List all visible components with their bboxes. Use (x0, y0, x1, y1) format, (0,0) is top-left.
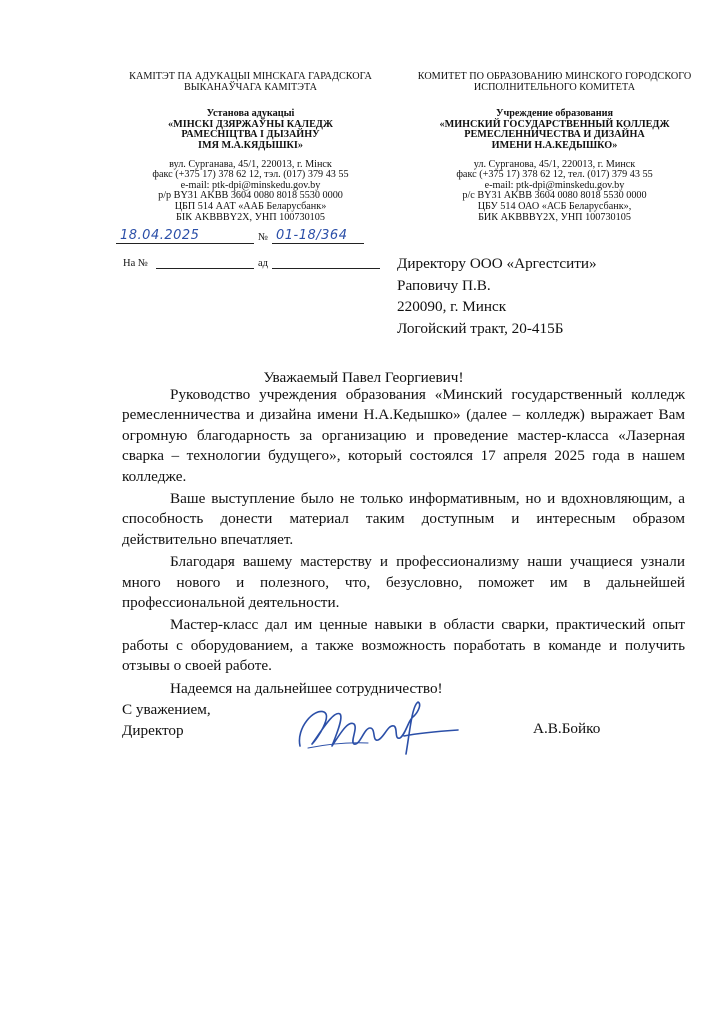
paragraph: Мастер-класс дал им ценные навыки в области сварки, практический опыт работы с оборудованием, а также возможность поработать в команде и получить отзывы о своей работе. (122, 616, 685, 675)
header-left-address: вул. Сурганава, 45/1, 220013, г. Мінск факс (+375 17) 378 62 12, тэл. (017) 379 43 55 e-mail: ptk-dpi@minskedu.gov.by р/р BY31 AKBB 3604 0080 8018 5530 0000 ЦБП 514 ААТ «ААБ Беларусбанк» БІК AKBBBY2X, УНП 100730105 (152, 158, 349, 223)
registration-number: 01-18/364 (276, 228, 348, 243)
paragraph: Ваше выступление было не только информативным, но и вдохновляющим, а способность донести материал таким доступным и интересным образом действительно впечатляет. (122, 490, 685, 548)
header-left-institution: Установа адукацыі «МІНСКІ ДЗЯРЖАЎНЫ КАЛЕДЖ РАМЕСНІЦТВА І ДЫЗАЙНУ ІМЯ М.А.КЯДЫШКІ» (168, 108, 333, 151)
paragraph: Благодаря вашему мастерству и профессионализму наши учащиеся узнали много нового и полезного, что, безусловно, поможет им в дальнейшей профессиональной деятельности. (122, 553, 685, 612)
reply-label: На № (123, 258, 148, 269)
addressee: Директору ООО «Аргестсити» Раповичу П.В. 220090, г. Минск Логойский тракт, 20-415Б (397, 255, 597, 337)
header-right-institution: Учреждение образования «МИНСКИЙ ГОСУДАРСТВЕННЫЙ КОЛЛЕДЖ РЕМЕСЛЕННИЧЕСТВА И ДИЗАЙНА ИМЕНИ Н.А.КЕДЫШКО» (439, 108, 670, 151)
reply-to-label: ад (258, 258, 269, 269)
registration-number-line (272, 243, 364, 244)
registration-date-line (116, 243, 254, 244)
reply-date-line (272, 268, 380, 269)
signature-image (288, 694, 468, 764)
header-left (108, 72, 393, 223)
paragraph: Руководство учреждения образования «Минский государственный колледж ремесленничества и дизайна имени Н.А.Кедышко» (далее – колледж) выражает Вам огромную благодарность за организацию и проведение мастер-класса «Лазерная сварка – технологии будущего», который состоялся 17 апреля 2025 года в нашем колледже. (122, 386, 685, 485)
header-left-org: КАМІТЭТ ПА АДУКАЦЫІ МІНСКАГА ГАРАДСКОГА ВЫКАНАЎЧАГА КАМІТЭТА (129, 71, 372, 93)
reply-number-line (156, 268, 254, 269)
registration-number-label: № (258, 232, 269, 243)
registration-date: 18.04.2025 (120, 228, 200, 243)
closing-title: Директор (122, 721, 184, 739)
closing-regards: С уважением, (122, 701, 211, 718)
director-name: А.В.Бойко (533, 720, 601, 737)
header-right (412, 72, 697, 223)
header-right-address: ул. Сурганова, 45/1, 220013, г. Минск факс (+375 17) 378 62 12, тел. (017) 379 43 55 e-mail: ptk-dpi@minskedu.gov.by р/с BY31 AKBB 3604 0080 8018 5530 0000 ЦБУ 514 ОАО «АСБ Беларусбанк», БИК AKBBBY2X, УНП 100730105 (456, 158, 653, 223)
greeting: Уважаемый Павел Георгиевич! (263, 369, 464, 386)
closing (122, 700, 211, 741)
paragraph: Надеемся на дальнейшее сотрудничество! (170, 679, 443, 697)
header-right-org: КОМИТЕТ ПО ОБРАЗОВАНИЮ МИНСКОГО ГОРОДСКОГО ИСПОЛНИТЕЛЬНОГО КОМИТЕТА (417, 71, 692, 93)
letter-body (122, 385, 685, 701)
